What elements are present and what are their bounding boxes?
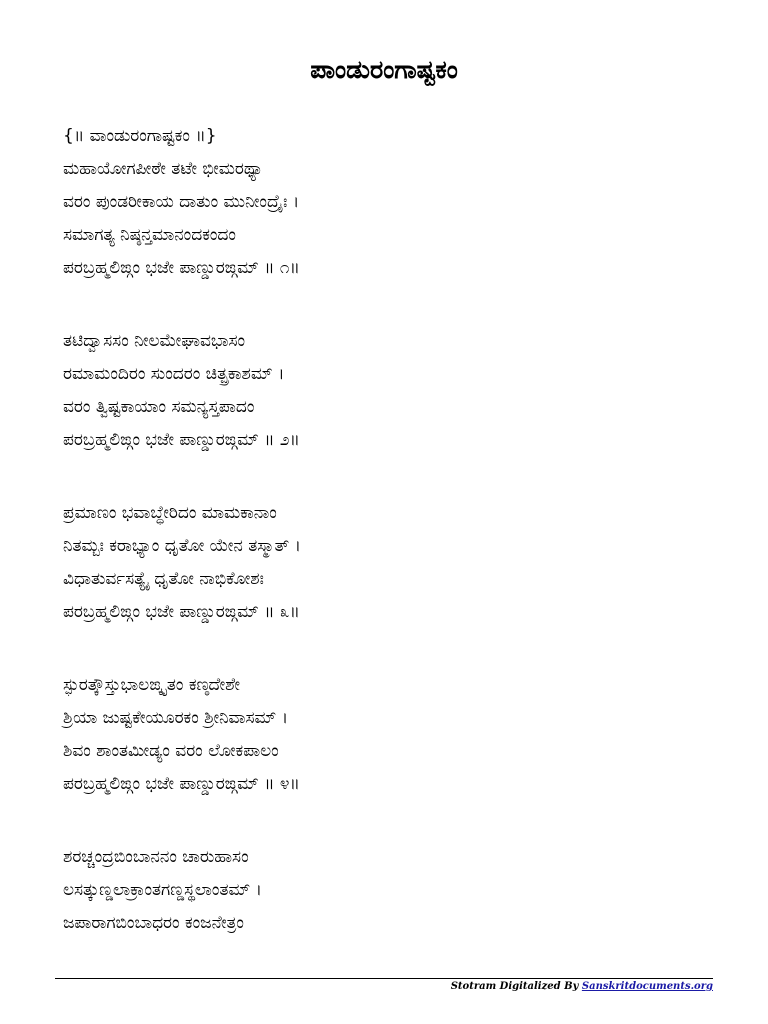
text-line: {॥ ವಾಂಡುರಂಗಾಷ್ಟಕಂ ॥} <box>63 126 217 146</box>
stanza-gap <box>63 285 723 325</box>
text-line: ರಮಾಮಂದಿರಂ ಸುಂದರಂ ಚಿತ್ಪ್ರಕಾಶಮ್ । <box>63 364 285 384</box>
footer-prefix: Stotram Digitalized By <box>450 981 582 992</box>
text-line: ಶಿವಂ ಶಾಂತಮೀಡ್ಯಂ ವರಂ ಲೋಕಪಾಲಂ <box>63 741 279 761</box>
text-line: ಲಸತ್ಕುಣ್ಡಲಾಕ್ರಾಂತಗಣ್ಡಸ್ಥಲಾಂತಮ್ । <box>63 880 263 900</box>
text-line: ಪರಬ್ರಹ್ಮಲಿಙ್ಗಂ ಭಜೇ ಪಾಣ್ಡುರಙ್ಗಮ್ ॥ ೧॥ <box>63 258 300 278</box>
text-line: ಪ್ರಮಾಣಂ ಭವಾಬ್ಧೇರಿದಂ ಮಾಮಕಾನಾಂ <box>63 503 277 523</box>
page-title: ಪಾಂಡುರಂಗಾಷ್ಟಕಂ <box>310 55 458 84</box>
footer-divider <box>55 978 713 979</box>
sanskritdocuments-link[interactable]: Sanskritdocuments.org <box>581 981 713 992</box>
text-line: ಶ್ರಿಯಾ ಜುಷ್ಟಕೇಯೂರಕಂ ಶ್ರೀನಿವಾಸಮ್ । <box>63 708 289 728</box>
stanza-gap <box>63 457 723 497</box>
footer-credit <box>451 980 713 994</box>
text-line: ವರಂ ಪುಂಡರೀಕಾಯ ದಾತುಂ ಮುನೀಂದ್ರೈಃ । <box>63 192 300 212</box>
text-line: ಸ್ಫುರತ್ಕೌಸ್ತುಭಾಲಙ್ಕೃತಂ ಕಣ್ಠದೇಶೇ <box>63 675 240 695</box>
text-line: ವರಂ ತ್ವಿಷ್ಟಕಾಯಾಂ ಸಮನ್ಯಸ್ತಪಾದಂ <box>63 397 255 417</box>
text-line: ನಿತಮ್ಬಃ ಕರಾಭ್ಯಾಂ ಧೃತೋ ಯೇನ ತಸ್ಮಾತ್ । <box>63 536 302 556</box>
text-line: ತಟಿದ್ವಾಸಸಂ ನೀಲಮೇಘಾವಭಾಸಂ <box>63 331 246 351</box>
text-line: ಜಪಾರಾಗಬಿಂಬಾಧರಂ ಕಂಜನೇತ್ರಂ <box>63 913 244 933</box>
stanza-gap <box>63 629 723 669</box>
stanza-gap <box>63 801 723 841</box>
text-line: ವಿಧಾತುರ್ವಸತ್ಯೈ ಧೃತೋ ನಾಭಿಕೋಶಃ <box>63 569 264 589</box>
text-line: ಶರಚ್ಚಂದ್ರಬಿಂಬಾನನಂ ಚಾರುಹಾಸಂ <box>63 847 249 867</box>
text-line: ಪರಬ್ರಹ್ಮಲಿಙ್ಗಂ ಭಜೇ ಪಾಣ್ಡುರಙ್ಗಮ್ ॥ ೩॥ <box>63 602 300 622</box>
text-line: ಸಮಾಗತ್ಯ ನಿಷ್ಠನ್ತಮಾನಂದಕಂದಂ <box>63 225 236 245</box>
text-line: ಪರಬ್ರಹ್ಮಲಿಙ್ಗಂ ಭಜೇ ಪಾಣ್ಡುರಙ್ಗಮ್ ॥ ೪॥ <box>63 774 300 794</box>
text-line: ಪರಬ್ರಹ್ಮಲಿಙ್ಗಂ ಭಜೇ ಪಾಣ್ಡುರಙ್ಗಮ್ ॥ ೨॥ <box>63 430 300 450</box>
text-line: ಮಹಾಯೋಗಪೀಠೇ ತಟೇ ಭೀಮರಥ್ಯಾ <box>63 159 264 179</box>
stotram-text <box>63 120 723 940</box>
